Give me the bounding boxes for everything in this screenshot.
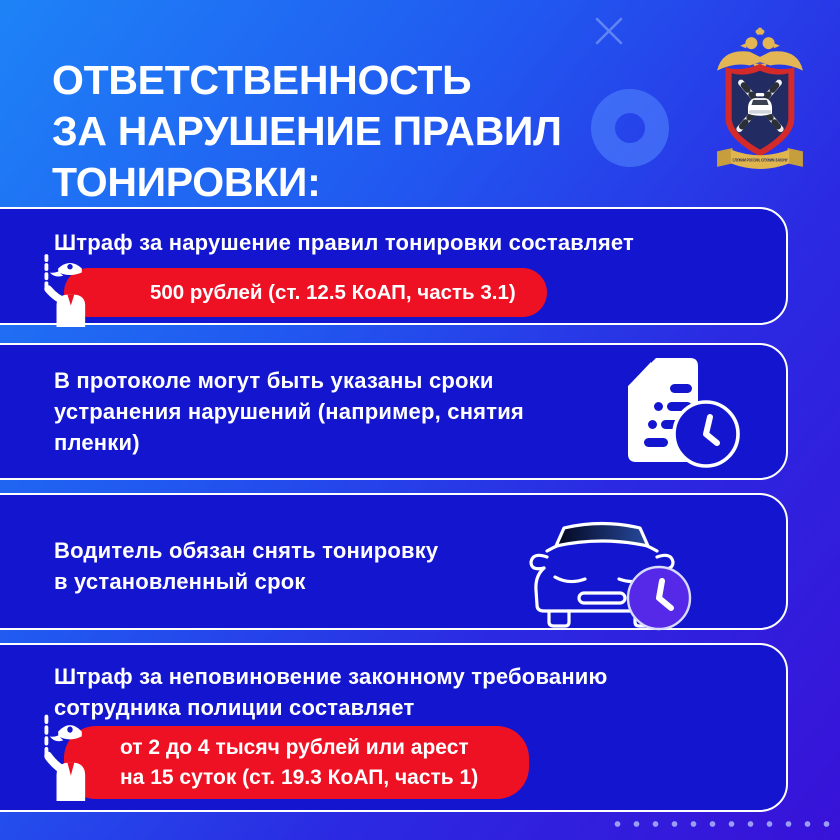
card-text: Водитель обязан снять тонировку в установленный срок bbox=[54, 538, 439, 594]
mvd-emblem bbox=[708, 26, 812, 172]
card-text: Штраф за нарушение правил тонировки составляет bbox=[54, 230, 635, 255]
police-officer-icon bbox=[38, 711, 102, 801]
card-protocol-terms bbox=[0, 343, 788, 480]
title-line-1: ОТВЕТСТВЕННОСТЬ bbox=[52, 57, 472, 103]
card-remove-tint bbox=[0, 493, 788, 630]
dots-decoration bbox=[608, 818, 840, 830]
card-text: Штраф за неповиновение законному требованию сотрудника полиции составляет bbox=[54, 664, 608, 720]
donut-decoration bbox=[591, 89, 669, 167]
title-line-3: ТОНИРОВКИ: bbox=[52, 159, 321, 205]
cross-decoration-icon bbox=[592, 14, 626, 48]
card-disobedience-fine bbox=[0, 643, 788, 812]
fine-badge: от 2 до 4 тысяч рублей или арест на 15 суток (ст. 19.3 КоАП, часть 1) bbox=[64, 726, 529, 799]
police-officer-icon bbox=[38, 251, 102, 327]
emblem-motto: СЛУЖИМ РОССИИ, СЛУЖИМ ЗАКОНУ bbox=[732, 157, 788, 163]
title-line-2: ЗА НАРУШЕНИЕ ПРАВИЛ bbox=[52, 108, 562, 154]
card-fine-amount bbox=[0, 207, 788, 325]
card-text: В протоколе могут быть указаны сроки устранения нарушений (например, снятия пленки) bbox=[54, 368, 524, 455]
car-clock-icon bbox=[507, 505, 697, 635]
fine-badge: 500 рублей (ст. 12.5 КоАП, часть 3.1) bbox=[64, 268, 547, 317]
page-title bbox=[52, 55, 562, 208]
document-clock-icon bbox=[620, 354, 740, 474]
